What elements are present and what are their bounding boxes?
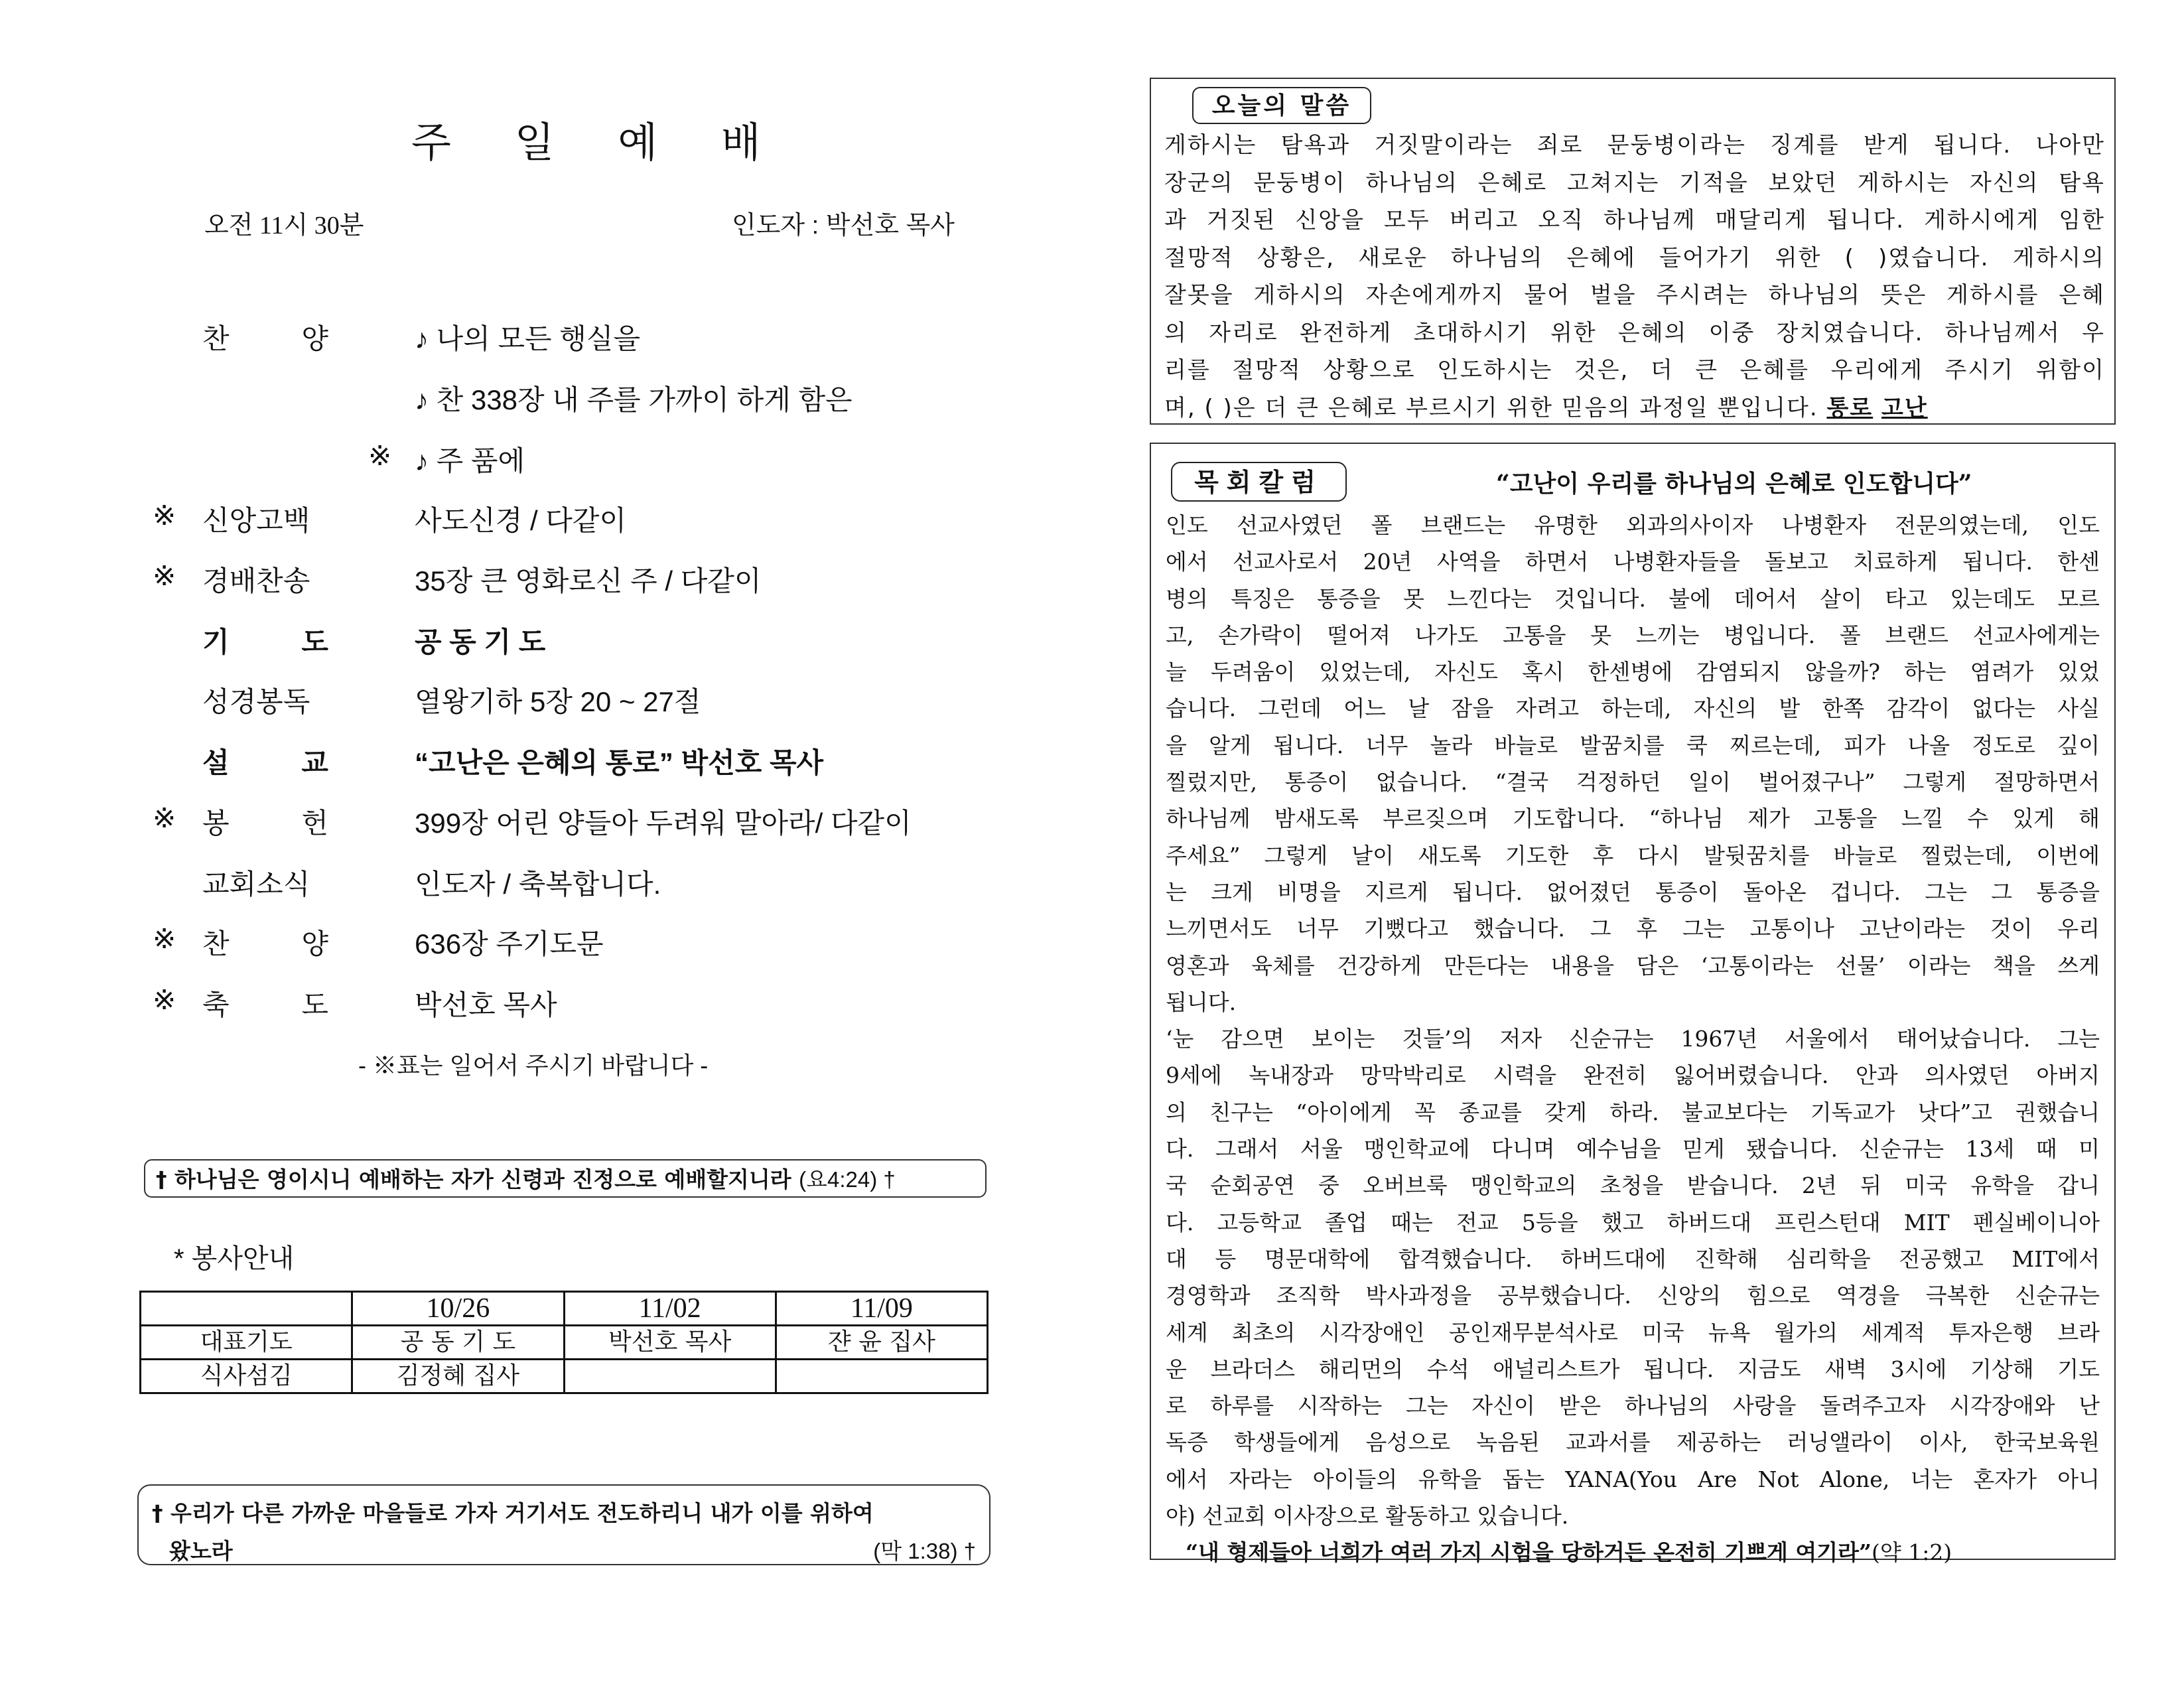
table-cell: 박선호 목사 [564,1326,776,1360]
text-line: 리를 절망적 상황으로 인도하시는 것은, 더 큰 은혜를 우리에게 주시기 위함이 [1164,357,2105,384]
answer-word: 고난 [1881,394,1928,421]
text-line: 세계 최초의 시각장애인 공인재무분석사로 미국 뉴욕 월가의 세계적 투자은행 브라 [1166,1319,2100,1346]
standing-mark: ※ [153,923,176,954]
verse-text: † 하나님은 영이시니 예배하는 자가 신령과 진정으로 예배할지니라 [156,1166,791,1192]
verse-text-line2: 왔노라 [169,1538,233,1564]
text-line: 야) 선교회 이사장으로 활동하고 있습니다. [1166,1503,1569,1529]
text-line: 다. 고등학교 졸업 때는 전교 5등을 했고 하버드대 프린스턴대 MIT 펜실베이니아 [1166,1209,2100,1235]
verse-reference: (막 1:38) † [873,1539,976,1563]
text-line: 찔렀지만, 통증이 없습니다. “결국 걱정하던 일이 벌어졌구나” 그렇게 절망하면서 [1166,769,2100,796]
order-label: 설 교 [202,747,328,778]
standing-mark: ※ [368,440,392,471]
table-cell [776,1360,987,1393]
pastor-column-box [1150,443,2116,1566]
text-line: 을 알게 됩니다. 너무 놀라 바늘로 발꿈치를 쿡 찌르는데, 피가 나올 정도로 깊이 [1166,732,2100,758]
table-header-cell: 11/02 [564,1292,776,1326]
verse-box-john [144,1159,987,1198]
text-line: 병의 특징은 통증을 못 느낀다는 것입니다. 불에 데어서 살이 타고 있는데도 모르 [1166,585,2100,612]
order-content: 박선호 목사 [415,989,557,1021]
text-line: 인도 선교사였던 폴 브랜드는 유명한 외과의사이자 나병환자 전문의였는데, 인도 [1166,512,2100,538]
order-label: 기 도 [202,626,328,658]
table-row [141,1326,988,1360]
text-line: 습니다. 그런데 어느 날 잠을 자려고 하는데, 자신의 발 한쪽 감각이 없다는 사실 [1166,695,2100,722]
text-line: 대 등 명문대학에 합격했습니다. 하버드대에 진학해 심리학을 전공했고 MIT에서 [1166,1245,2100,1272]
order-content: ♪ 나의 모든 행실을 [415,323,641,354]
service-leader: 인도자 : 박선호 목사 [732,212,955,240]
text-line: 주세요” 그렇게 날이 새도록 기도한 후 다시 발뒷꿈치를 바늘로 찔렀는데, 이번에 [1166,842,2100,869]
service-schedule-table [139,1291,989,1394]
text-line: 절망적 상황은, 새로운 하나님의 은혜에 들어가기 위한 ( )였습니다. 게하시의 [1164,244,2105,271]
text-line: 독증 학생들에게 음성으로 녹음된 교과서를 제공하는 러닝앨라이 이사, 한국보육원 [1166,1429,2100,1456]
table-header-cell [141,1292,352,1326]
order-label: 축 도 [202,989,328,1021]
order-label: 찬 양 [202,928,328,959]
text-line: 운 브라더스 해리먼의 수석 애널리스트가 됩니다. 지금도 새벽 3시에 기상해 기도 [1166,1356,2100,1382]
text-line: 하나님께 밤새도록 부르짖으며 기도합니다. “하나님 제가 고통을 느낄 수 있게 해 [1166,806,2100,832]
text-line: 에서 선교사로서 20년 사역을 하면서 나병환자들을 돌보고 치료하게 됩니다. 한센 [1166,549,2100,575]
todays-word-tag: 오늘의 말씀 [1192,87,1371,124]
order-content: 636장 주기도문 [415,928,604,959]
text-line: 9세에 녹내장과 망막박리로 시력을 완전히 잃어버렸습니다. 안과 의사였던 아버지 [1166,1062,2100,1089]
text-line: 의 친구는 “아이에게 꼭 종교를 갖게 하라. 불교보다는 기독교가 낫다”고 권했습니 [1166,1099,2100,1125]
order-content: 사도신경 / 다같이 [415,505,627,536]
text-line: 경영학과 조직학 박사과정을 공부했습니다. 신앙의 힘으로 역경을 극복한 신순규는 [1166,1283,2100,1309]
text-line: 됩니다. [1166,989,1237,1015]
order-content: 35장 큰 영화로신 주 / 다같이 [415,565,762,597]
verse-text-line2-row [152,1534,976,1565]
order-content: 인도자 / 축복합니다. [415,869,661,900]
text-line: 과 거짓된 신앙을 모두 버리고 오직 하나님께 매달리게 됩니다. 게하시에게 임한 [1164,207,2105,234]
stand-note: - ※표는 일어서 주시기 바랍니다 - [358,1052,709,1079]
text-line: 늘 두려움이 있었는데, 자신도 혹시 한센병에 감염되지 않을까? 하는 염려가 있었 [1166,659,2100,685]
answer-word: 통로 [1826,394,1874,421]
order-label: 경배찬송 [202,565,310,597]
text-line: 장군의 문둥병이 하나님의 은혜로 고쳐지는 기적을 보았던 게하시는 자신의 탐욕 [1164,169,2105,196]
table-cell: 쟌 윤 집사 [776,1326,987,1360]
text-line: 영혼과 육체를 건강하게 만든다는 내용을 담은 ‘고통이라는 선물’ 이라는 책을 쓰게 [1166,952,2100,979]
text-line: 잘못을 게하시의 자손에게까지 물어 벌을 주시려는 하나님의 뜻은 게하시를 은혜 [1164,282,2105,309]
pastor-column-tag: 목회칼럼 [1171,462,1347,502]
order-content: 열왕기하 5장 20 ~ 27절 [415,686,701,717]
pastor-column-text [1166,507,2100,1571]
text-line: 며, ( )은 더 큰 은혜로 부르시기 위한 믿음의 과정일 뿐입니다. 통로 고난 [1164,394,1928,421]
text-line: 국 순회공연 중 오버브룩 맹인학교의 초청을 받습니다. 2년 뒤 미국 유학을 갑니 [1166,1172,2100,1199]
service-time: 오전 11시 30분 [204,212,364,240]
table-header-cell: 11/09 [776,1292,987,1326]
verse-reference: (약 1:2) [1871,1539,1952,1566]
verse-text-line1: † 우리가 다른 가까운 마을들로 가자 거기서도 전도하리니 내가 이를 위하여 [152,1500,874,1526]
text-line: 에서 자라는 아이들의 유학을 돕는 YANA(You Are Not Alone, 너는 혼자가 아니 [1166,1466,2100,1492]
text-line: 의 자리로 완전하게 초대하시기 위한 은혜의 이중 장치였습니다. 하나님께서 우 [1164,319,2105,346]
table-cell: 김정혜 집사 [352,1360,564,1393]
order-label: 찬 양 [202,323,328,354]
service-guide-title: * 봉사안내 [174,1244,295,1273]
text-line: 다. 그래서 서울 맹인학교에 다니며 예수님을 믿게 됐습니다. 신순규는 13세 때 미 [1166,1136,2100,1163]
order-content: ♪ 찬 338장 내 주를 가까이 하게 함은 [415,384,853,415]
order-content: “고난은 은혜의 통로” 박선호 목사 [415,747,824,778]
table-row [141,1360,988,1393]
todays-word-box [1150,78,2116,425]
text-line: 로 하루를 시작하는 그는 자신이 받은 하나님의 사랑을 돌려주고자 시각장애와 난 [1166,1393,2100,1419]
table-cell: 식사섬김 [141,1360,352,1393]
pastor-column-title: “고난이 우리를 하나님의 은혜로 인도합니다” [1496,470,1972,498]
order-content: 399장 어린 양들아 두려워 말아라/ 다같이 [415,808,912,839]
standing-mark: ※ [153,560,176,591]
table-cell: 공 동 기 도 [352,1326,564,1360]
order-label: 성경봉독 [202,686,310,717]
closing-verse: “내 형제들아 너희가 여러 가지 시험을 당하거든 온전히 기쁘게 여기라”(약 1:2) [1186,1539,1952,1566]
standing-mark: ※ [153,802,176,833]
order-label: 신앙고백 [202,505,310,536]
standing-mark: ※ [153,500,176,531]
text-line: 게하시는 탐욕과 거짓말이라는 죄로 문둥병이라는 징계를 받게 됩니다. 나아만 [1164,132,2105,159]
verse-box-mark [137,1484,990,1565]
text-line: 느끼면서도 너무 기뻤다고 했습니다. 그 후 그는 고통이나 고난이라는 것이 우리 [1166,916,2100,942]
verse-reference: (요4:24) † [799,1167,896,1192]
text-line: 고, 손가락이 떨어져 나가도 고통을 못 느끼는 병입니다. 폴 브랜드 선교사에게는 [1166,622,2100,648]
table-header-cell: 10/26 [352,1292,564,1326]
table-header-row [141,1292,988,1326]
order-content: ♪ 주 품에 [415,445,525,476]
text-line: ‘눈 감으면 보이는 것들’의 저자 신순규는 1967년 서울에서 태어났습니다. 그는 [1166,1026,2100,1052]
order-label: 봉 헌 [202,808,328,839]
order-label: 교회소식 [202,869,310,900]
table-cell: 대표기도 [141,1326,352,1360]
table-cell [564,1360,776,1393]
todays-word-text [1164,127,2105,427]
standing-mark: ※ [153,984,176,1015]
text-line: 는 크게 비명을 지르게 됩니다. 없어졌던 통증이 돌아온 겁니다. 그는 그 통증을 [1166,879,2100,905]
page-title: 주 일 예 배 [411,118,786,167]
order-content: 공 동 기 도 [415,626,546,658]
